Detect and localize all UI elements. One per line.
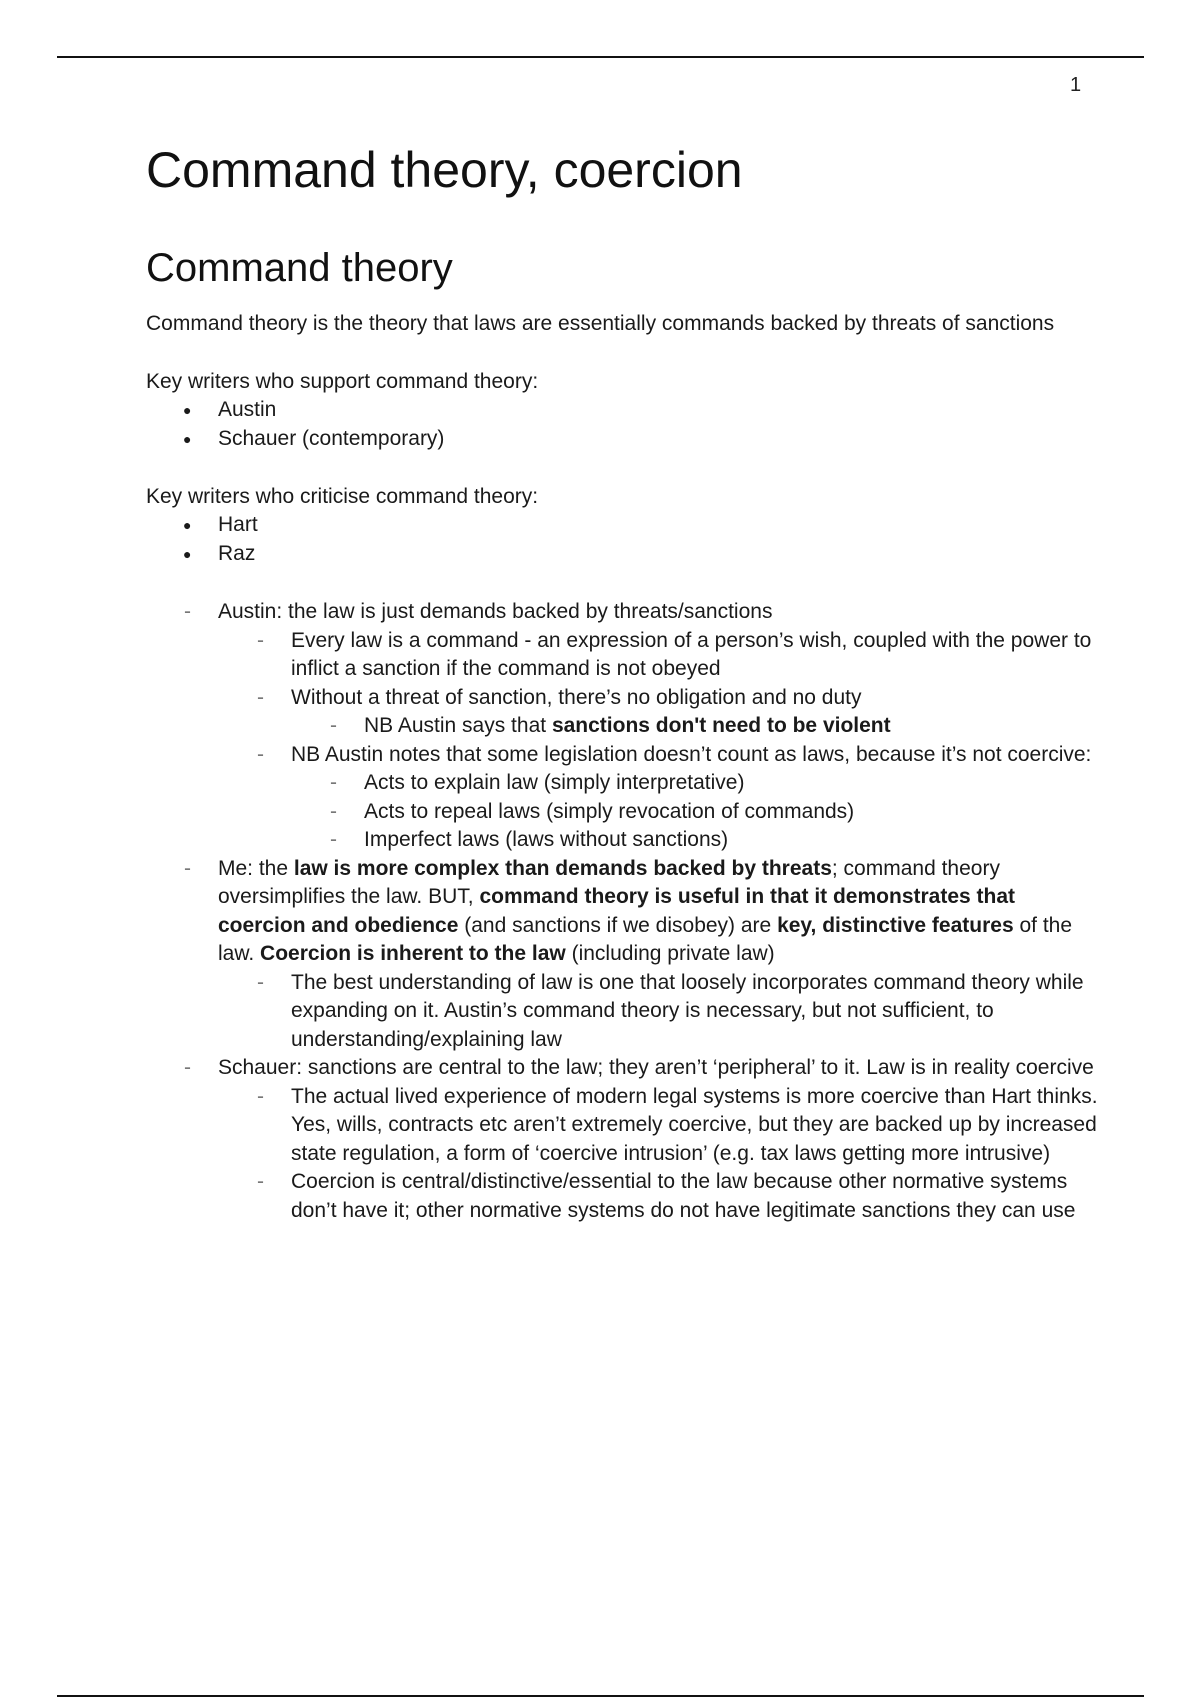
intro-paragraph: Command theory is the theory that laws are essentially commands backed by threats of sanctions — [146, 312, 1055, 335]
bold-run: law is more complex than demands backed by threats — [293, 856, 832, 880]
austin-point — [218, 598, 1106, 855]
text-run: Me: the — [218, 856, 294, 880]
list-item — [364, 712, 1106, 741]
schauer-sublist — [291, 1083, 1106, 1226]
austin-main: Austin: the law is just demands backed by threats/sanctions — [218, 600, 773, 623]
list-item — [291, 741, 1106, 855]
bold-run: command theory is useful in that it demonstrates that coercion and obedience — [218, 885, 1016, 937]
bold-run: key, distinctive features — [777, 913, 1014, 937]
me-text — [218, 857, 1072, 966]
austin-sub2-text: Without a threat of sanction, there’s no obligation and no duty — [291, 685, 862, 709]
text-run: ; command theory oversimplifies the law. BUT, — [218, 856, 1000, 908]
austin-sublist — [291, 627, 1106, 855]
list-item: - Coercion is central/distinctive/essential to the law because other normative systems don’t have it; other normative systems do not have legitimate sanctions they can use — [291, 1168, 1106, 1225]
list-item: - Imperfect laws (laws without sanctions) — [364, 826, 1106, 855]
list-item: ● Hart — [218, 511, 1106, 540]
list-item: - The best understanding of law is one that loosely incorporates command theory while expanding on it. Austin’s command theory is necessary, but not sufficient, to understanding/explaining law — [291, 969, 1106, 1055]
critics-label: Key writers who criticise command theory: — [146, 485, 539, 508]
austin-sub2-list — [364, 712, 1106, 741]
austin-sub3-list — [364, 769, 1106, 855]
text-run: (including private law) — [565, 942, 775, 965]
list-item: - The actual lived experience of modern legal systems is more coercive than Hart thinks. Yes, wills, contracts etc aren’t extremely coercive, but they are backed up by increased state regulation, a form of ‘coercive intrusion’ (e.g. tax laws getting more intrusive) — [291, 1083, 1106, 1169]
list-item: - Acts to repeal laws (simply revocation of commands) — [364, 798, 1106, 827]
section-heading: Command theory — [146, 246, 453, 290]
document-body — [146, 140, 1106, 1225]
text-run: (and sanctions if we disobey) are — [458, 913, 778, 937]
me-point — [218, 855, 1106, 1055]
list-item: - Every law is a command - an expression of a person’s wish, coupled with the power to inflict a sanction if the command is not obeyed — [291, 627, 1106, 684]
bold-run: Coercion is inherent to the law — [260, 942, 566, 965]
schauer-main: Schauer: sanctions are central to the law; they aren’t ‘peripheral’ to it. Law is in reality coercive — [218, 1056, 1094, 1079]
me-sublist — [291, 969, 1106, 1055]
note-text: NB Austin says that — [364, 714, 552, 737]
doc-title: Command theory, coercion — [146, 142, 743, 198]
list-item: ● Austin — [218, 396, 1106, 425]
list-item: ● Raz — [218, 540, 1106, 569]
supporters-label: Key writers who support command theory: — [146, 370, 539, 393]
page-number: 1 — [1070, 74, 1082, 96]
list-item — [291, 684, 1106, 741]
note-emphasis: sanctions don't need to be violent — [551, 714, 891, 737]
list-item: ● Schauer (contemporary) — [218, 425, 1106, 454]
notes-list — [218, 598, 1106, 1225]
austin-sub3-text: NB Austin notes that some legislation doesn’t count as laws, because it’s not coercive: — [291, 742, 1092, 766]
critics-list — [218, 511, 1106, 568]
text-run: of the law. — [218, 913, 1073, 965]
bottom-rule — [57, 1695, 1144, 1697]
list-item: - Acts to explain law (simply interpretative) — [364, 769, 1106, 798]
schauer-point — [218, 1054, 1106, 1225]
top-rule — [57, 56, 1144, 58]
supporters-list — [218, 396, 1106, 453]
